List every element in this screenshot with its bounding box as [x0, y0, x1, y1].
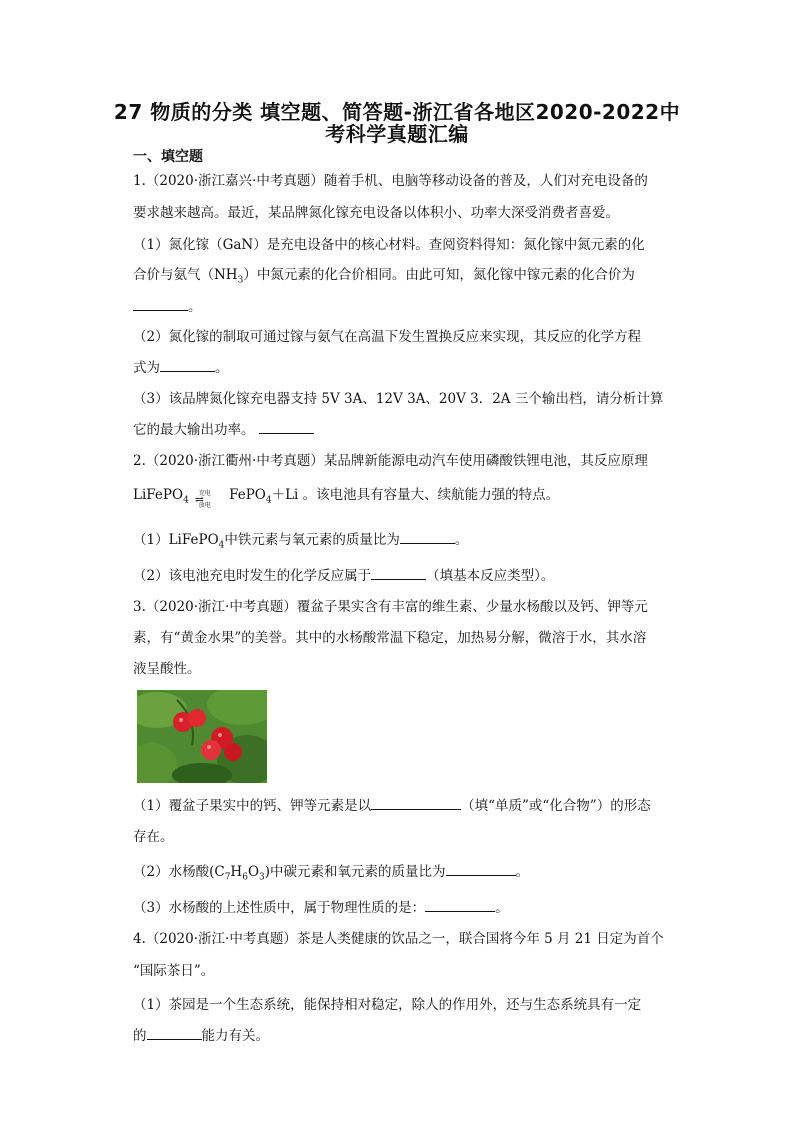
subscript: 4: [183, 495, 189, 506]
double-arrow-icon: ⇌: [194, 492, 205, 506]
q4-line1: 4.（2020·浙江·中考真题）茶是人类健康的饮品之一，联合国将今年 5 月 21 日定为首个: [133, 931, 664, 947]
formula-o: O: [247, 864, 260, 880]
q4-part1-line2: [133, 1026, 673, 1045]
q2-part2: [133, 566, 673, 585]
formula-h: H: [230, 864, 243, 880]
eq-left: LiFePO: [133, 487, 184, 503]
answer-blank[interactable]: [160, 358, 215, 372]
q3-part1-line1: [133, 796, 673, 815]
q1-part2-text: 式为: [133, 360, 160, 376]
q2-part2-text-2: （填基本反应类型）。: [426, 568, 555, 584]
q1-part2-line2: [133, 358, 673, 377]
raspberry-illustration: [137, 690, 267, 783]
q1-part3-line2: [133, 420, 673, 439]
answer-blank[interactable]: [147, 1026, 202, 1040]
punct: 。: [188, 299, 202, 315]
q2-part1-text-2: 中铁元素与氧元素的质量比为: [224, 532, 400, 548]
punct: 。: [454, 532, 469, 548]
q2-equation-line: [133, 486, 673, 510]
answer-blank[interactable]: [446, 862, 516, 876]
q4-part1-text-2: 能力有关。: [201, 1028, 269, 1044]
q3-part1-text-2: （填“单质”或“化合物”）的形态: [461, 798, 651, 814]
q2-part1-text: （1）LiFePO: [133, 532, 219, 548]
answer-blank[interactable]: [371, 796, 461, 810]
q3-line1: 3.（2020·浙江·中考真题）覆盆子果实含有丰富的维生素、少量水杨酸以及钙、钾等元: [133, 599, 648, 615]
document-title-line2: 考科学真题汇编: [325, 122, 469, 146]
eq-tail: ＋Li 。该电池具有容量大、续航能力强的特点。: [271, 487, 560, 503]
q3-line2: 素，有“黄金水果”的美誉。其中的水杨酸常温下稳定，加热易分解，微溶于水，其水溶: [133, 630, 647, 646]
q1-part1-line2: [133, 266, 673, 290]
q3-part2-text-2: )中碳元素和氧元素的质量比为: [264, 864, 446, 880]
q1-part1-line1: （1）氮化镓（GaN）是充电设备中的核心材料。查阅资料得知：氮化镓中氮元素的化: [133, 237, 645, 253]
q1-part1-line3: [133, 297, 673, 316]
subscript: 3: [259, 872, 265, 883]
q2-part2-text: （2）该电池充电时发生的化学反应属于: [133, 568, 372, 584]
subscript: 7: [224, 872, 231, 883]
q1-part3-line1: （3）该品牌氮化镓充电器支持 5V 3A、12V 3A、20V 3．2A 三个输出档，请分析计算: [133, 391, 664, 407]
q1-part2-line1: （2）氮化镓的制取可通过镓与氨气在高温下发生置换反应来实现，其反应的化学方程: [133, 329, 642, 345]
answer-blank[interactable]: [259, 420, 314, 434]
q1-line2: 要求越来越高。最近，某品牌氮化镓充电设备以体积小、功率大深受消费者喜爱。: [133, 205, 619, 221]
q4-line2: “国际茶日”。: [133, 963, 215, 979]
eq-condition-top: 充电: [198, 489, 211, 497]
q3-part3: [133, 898, 673, 917]
section-heading-fill-blank: 一、填空题: [133, 149, 203, 165]
subscript: 6: [242, 872, 248, 883]
subscript: 4: [218, 540, 225, 551]
punct: 。: [495, 900, 509, 916]
q1-line1: 1.（2020·浙江嘉兴·中考真题）随着手机、电脑等移动设备的普及，人们对充电设备的: [133, 173, 648, 189]
punct: 。: [515, 864, 530, 880]
answer-blank[interactable]: [400, 530, 455, 544]
subscript: 3: [237, 275, 244, 286]
q2-line1: 2.（2020·浙江衢州·中考真题）某品牌新能源电动汽车使用磷酸铁锂电池，其反应原理: [133, 453, 648, 469]
document-title-line1: 27 物质的分类 填空题、简答题-浙江省各地区2020-2022中: [113, 100, 681, 124]
eq-condition-bottom: 放电: [198, 501, 211, 509]
reversible-arrow: [189, 487, 225, 509]
subscript: 4: [265, 495, 272, 506]
q4-part1-text: 的: [133, 1028, 147, 1044]
q3-part2-text: （2）水杨酸(C: [133, 864, 225, 880]
q3-part3-text: （3）水杨酸的上述性质中，属于物理性质的是：: [133, 900, 426, 916]
q1-part3-text: 它的最大输出功率。: [133, 422, 255, 438]
raspberry-photo: [137, 690, 267, 783]
q4-part1-line1: （1）茶园是一个生态系统，能保持相对稳定，除人的作用外，还与生态系统具有一定: [133, 997, 642, 1013]
q3-part1-line2: 存在。: [133, 829, 174, 845]
answer-blank[interactable]: [425, 898, 495, 912]
q3-part2: [133, 862, 673, 887]
answer-blank[interactable]: [133, 297, 188, 311]
q2-part1: [133, 530, 673, 555]
answer-blank[interactable]: [371, 566, 426, 580]
q1-part1-text-2: ）中氮元素的化合价相同。由此可知，氮化镓中镓元素的化合价为: [243, 267, 635, 283]
q1-part1-text: 合价与氨气（NH: [133, 267, 238, 283]
q3-part1-text: （1）覆盆子果实中的钙、钾等元素是以: [133, 798, 372, 814]
eq-right: FePO: [224, 487, 266, 503]
q3-line3: 液呈酸性。: [133, 661, 201, 677]
punct: 。: [215, 360, 229, 376]
